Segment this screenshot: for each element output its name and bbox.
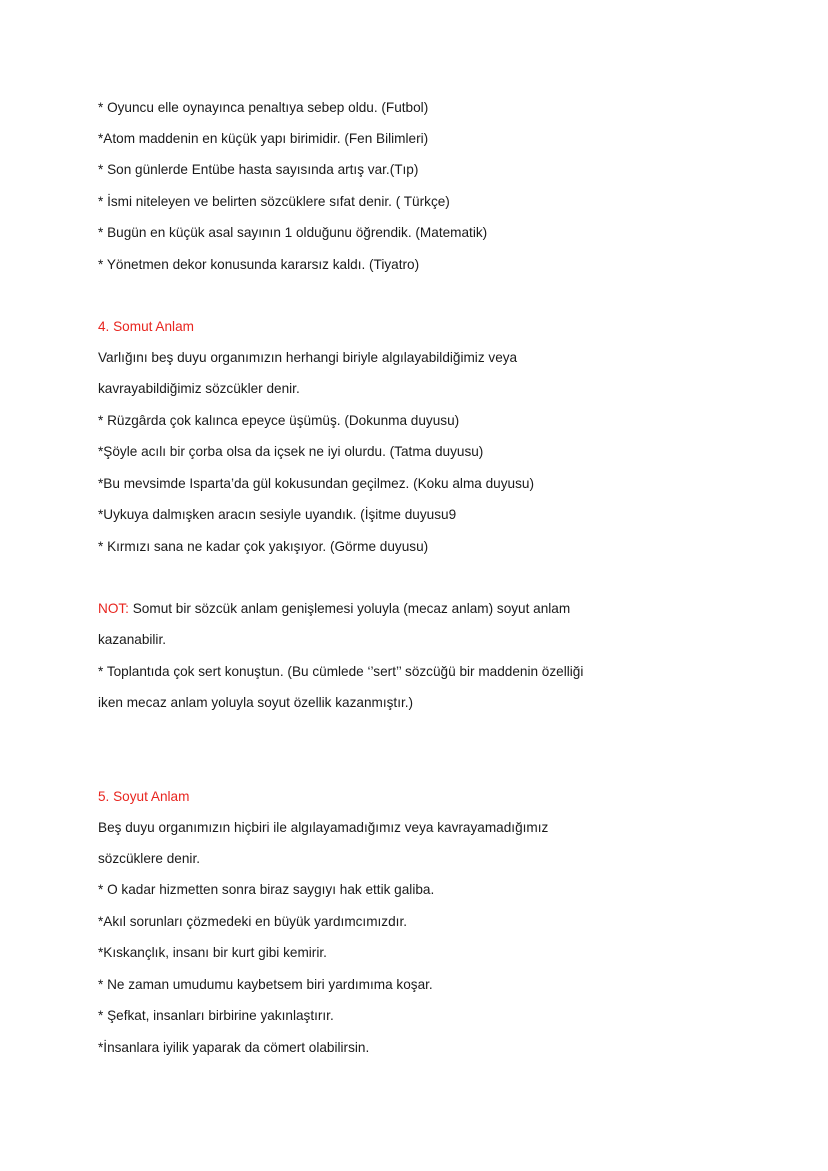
note-text: Somut bir sözcük anlam genişlemesi yoluyla (mecaz anlam) soyut anlam	[128, 601, 571, 616]
somut-example: * Rüzgârda çok kalınca epeyce üşümüş. (Dokunma duyusu)	[98, 413, 460, 428]
soyut-example: * Ne zaman umudumu kaybetsem biri yardımıma koşar.	[98, 977, 433, 992]
intro-line: *Atom maddenin en küçük yapı birimidir. (Fen Bilimleri)	[98, 131, 429, 146]
note-line	[98, 600, 570, 618]
somut-definition: Varlığını beş duyu organımızın herhangi biriyle algılayabildiğimiz veya	[98, 350, 518, 365]
note-example: iken mecaz anlam yoluyla soyut özellik kazanmıştır.)	[98, 695, 414, 710]
note-example: * Toplantıda çok sert konuştun. (Bu cümlede ‘’sert’’ sözcüğü bir maddenin özelliği	[98, 664, 584, 679]
soyut-example: *Kıskançlık, insanı bir kurt gibi kemirir.	[98, 945, 327, 960]
somut-anlam-heading: 4. Somut Anlam	[98, 319, 194, 334]
somut-example: *Uykuya dalmışken aracın sesiyle uyandık. (İşitme duyusu9	[98, 507, 457, 522]
somut-example: *Bu mevsimde Isparta’da gül kokusundan geçilmez. (Koku alma duyusu)	[98, 476, 534, 491]
soyut-example: * O kadar hizmetten sonra biraz saygıyı hak ettik galiba.	[98, 882, 435, 897]
intro-line: * Son günlerde Entübe hasta sayısında artış var.(Tıp)	[98, 162, 419, 177]
somut-example: * Kırmızı sana ne kadar çok yakışıyor. (Görme duyusu)	[98, 539, 429, 554]
soyut-anlam-heading: 5. Soyut Anlam	[98, 789, 190, 804]
note-label: NOT:	[98, 601, 129, 616]
soyut-definition: Beş duyu organımızın hiçbiri ile algılayamadığımız veya kavrayamadığımız	[98, 820, 549, 835]
intro-line: * Bugün en küçük asal sayının 1 olduğunu öğrendik. (Matematik)	[98, 225, 488, 240]
soyut-example: *Akıl sorunları çözmedeki en büyük yardımcımızdır.	[98, 914, 407, 929]
soyut-example: * Şefkat, insanları birbirine yakınlaştırır.	[98, 1008, 334, 1023]
note-line: kazanabilir.	[98, 632, 167, 647]
soyut-definition: sözcüklere denir.	[98, 851, 201, 866]
soyut-example: *İnsanlara iyilik yaparak da cömert olabilirsin.	[98, 1040, 370, 1055]
somut-definition: kavrayabildiğimiz sözcükler denir.	[98, 381, 300, 396]
intro-line: * İsmi niteleyen ve belirten sözcüklere sıfat denir. ( Türkçe)	[98, 194, 450, 209]
intro-line: * Oyuncu elle oynayınca penaltıya sebep oldu. (Futbol)	[98, 100, 429, 115]
intro-line: * Yönetmen dekor konusunda kararsız kaldı. (Tiyatro)	[98, 257, 420, 272]
somut-example: *Şöyle acılı bir çorba olsa da içsek ne iyi olurdu. (Tatma duyusu)	[98, 444, 484, 459]
